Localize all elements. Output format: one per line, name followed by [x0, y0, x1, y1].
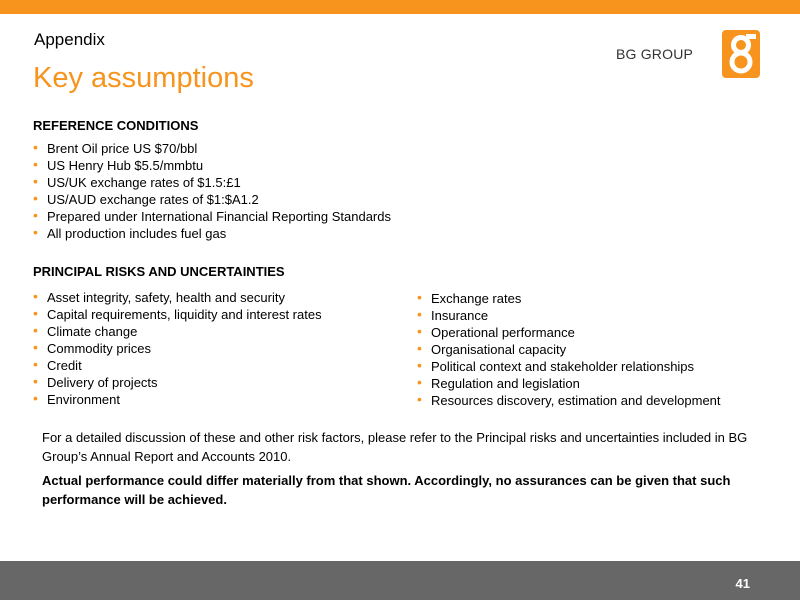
list-item: • Exchange rates [417, 290, 721, 307]
list-item: • Credit [33, 357, 322, 374]
page-number: 41 [735, 576, 750, 591]
list-item: • Resources discovery, estimation and development [417, 392, 721, 409]
list-item: • Climate change [33, 323, 322, 340]
list-item: • US/AUD exchange rates of $1:$A1.2 [33, 191, 391, 208]
bg-group-logo [614, 30, 759, 78]
list-item: • US/UK exchange rates of $1.5:£1 [33, 174, 391, 191]
list-item: • Insurance [417, 307, 721, 324]
list-item: • Capital requirements, liquidity and interest rates [33, 306, 322, 323]
top-accent-bar [0, 0, 800, 14]
risks-list-left [33, 289, 322, 408]
list-item: • Operational performance [417, 324, 721, 341]
list-item: • Environment [33, 391, 322, 408]
risk-discussion-note: For a detailed discussion of these and other risk factors, please refer to the Principal risks and uncertainties included in BG Group’s Annual Report and Accounts 2010. [42, 430, 748, 464]
list-item: • Prepared under International Financial Reporting Standards [33, 208, 391, 225]
principal-risks-heading: PRINCIPAL RISKS AND UNCERTAINTIES [33, 264, 285, 279]
risks-list-right [417, 290, 721, 409]
list-item: • Asset integrity, safety, health and security [33, 289, 322, 306]
section-label: Appendix [34, 30, 105, 49]
list-item: • All production includes fuel gas [33, 225, 391, 242]
list-item: • Commodity prices [33, 340, 322, 357]
logo-text: BG GROUP [616, 46, 694, 62]
list-item: • Delivery of projects [33, 374, 322, 391]
footer-bar [0, 561, 800, 600]
bg-logo-icon [722, 30, 760, 78]
performance-disclaimer: Actual performance could differ materially from that shown. Accordingly, no assurances can be given that such performance will be achieved. [42, 473, 731, 507]
list-item: • Organisational capacity [417, 341, 721, 358]
list-item: • Brent Oil price US $70/bbl [33, 140, 391, 157]
list-item: • Regulation and legislation [417, 375, 721, 392]
reference-conditions-list [33, 140, 391, 242]
reference-conditions-heading: REFERENCE CONDITIONS [33, 118, 199, 133]
list-item: • Political context and stakeholder relationships [417, 358, 721, 375]
list-item: • US Henry Hub $5.5/mmbtu [33, 157, 391, 174]
page-title: Key assumptions [33, 62, 254, 94]
